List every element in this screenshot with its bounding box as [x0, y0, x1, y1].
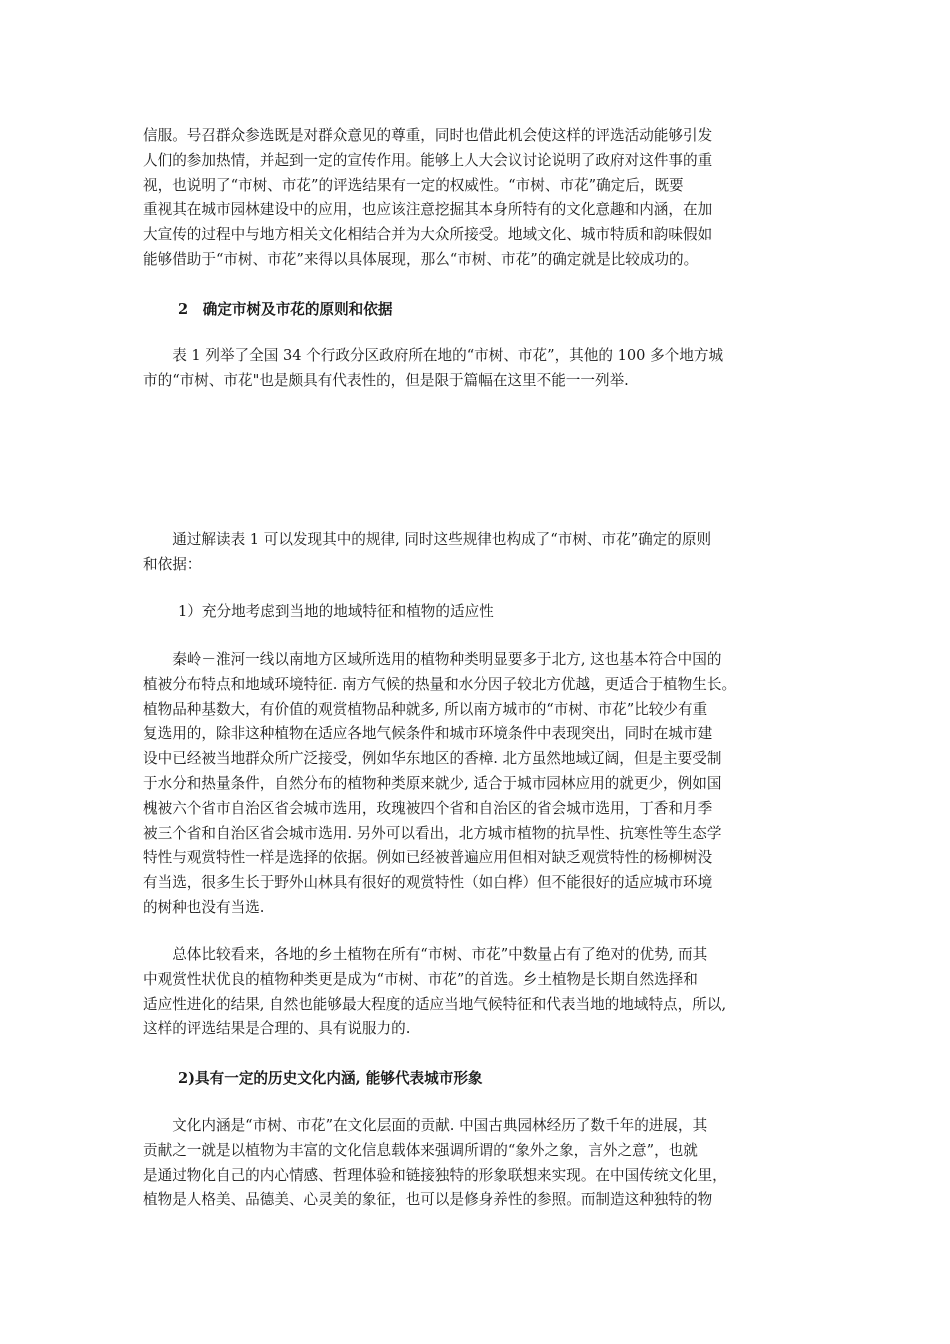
paragraph-cultural-meaning — [143, 1114, 815, 1213]
paragraph-native-plants — [143, 943, 815, 1042]
text-line: 表 1 列举了全国 34 个行政分区政府所在地的“市树、市花”，其他的 100 多个地方城 — [143, 347, 724, 364]
text-line: 重视其在城市园林建设中的应用，也应该注意挖掘其本身所特有的文化意趣和内涵，在加 — [143, 201, 713, 219]
paragraph-regional-adaptation — [143, 648, 815, 921]
text-line: 能够借助于“市树、市花”来得以具体展现，那么“市树、市花”的确定就是比较成功的。 — [143, 250, 699, 268]
subsection-heading-1: 1）充分地考虑到当地的地域特征和植物的适应性 — [178, 603, 494, 620]
text-line: 的树种也没有当选. — [143, 898, 265, 916]
text-line: 这样的评选结果是合理的、具有说服力的. — [143, 1020, 411, 1038]
text-line: 视，也说明了“市树、市花”的评选结果有一定的权威性。“市树、市花”确定后，既要 — [143, 176, 684, 194]
text-line: 设中已经被当地群众所广泛接受，例如华东地区的香樟. 北方虽然地域辽阔，但是主要受制 — [143, 750, 722, 768]
text-line: 秦岭－淮河一线以南地方区域所选用的植物种类明显要多于北方, 这也基本符合中国的 — [143, 651, 722, 668]
subsection-heading-2: 2)具有一定的历史文化内涵, 能够代表城市形象 — [178, 1070, 483, 1087]
text-line: 植物品种基数大，有价值的观赏植物品种就多, 所以南方城市的“市树、市花”比较少有重 — [143, 700, 708, 718]
text-line: 于水分和热量条件，自然分布的植物种类原来就少, 适合于城市园林应用的就更少，例如国 — [143, 774, 722, 792]
text-line: 植被分布特点和地域环境特征. 南方气候的热量和水分因子较北方优越，更适合于植物生长。 — [143, 675, 737, 693]
text-line: 和依据： — [143, 555, 202, 573]
section-heading-2: 2 确定市树及市花的原则和依据 — [178, 301, 393, 318]
paragraph-public-participation — [143, 124, 815, 273]
text-line: 文化内涵是“市树、市花”在文化层面的贡献. 中国古典园林经历了数千年的进展，其 — [143, 1117, 708, 1134]
text-line: 特性与观赏特性一样是选择的依据。例如已经被普遍应用但相对缺乏观赏特性的杨柳树没 — [143, 849, 713, 867]
text-line: 被三个省和自治区省会城市选用. 另外可以看出，北方城市植物的抗旱性、抗寒性等生态学 — [143, 824, 722, 842]
paragraph-table-intro — [143, 344, 815, 394]
text-line: 信服。号召群众参选既是对群众意见的尊重，同时也借此机会使这样的评选活动能够引发 — [143, 127, 713, 144]
text-line: 是通过物化自己的内心情感、哲理体验和链接独特的形象联想来实现。在中国传统文化里， — [143, 1166, 727, 1184]
text-line: 中观赏性状优良的植物种类更是成为“市树、市花”的首选。乡土植物是长期自然选择和 — [143, 970, 698, 988]
paragraph-rules-intro — [143, 528, 815, 578]
text-line: 贡献之一就是以植物为丰富的文化信息载体来强调所谓的“象外之象，言外之意”，也就 — [143, 1141, 698, 1159]
text-line: 总体比较看来，各地的乡土植物在所有“市树、市花”中数量占有了绝对的优势, 而其 — [143, 946, 708, 963]
text-line: 人们的参加热情，并起到一定的宣传作用。能够上人大会议讨论说明了政府对这件事的重 — [143, 151, 713, 169]
text-line: 复选用的，除非这种植物在适应各地气候条件和城市环境条件中表现突出，同时在城市建 — [143, 725, 713, 743]
text-line: 适应性进化的结果, 自然也能够最大程度的适应当地气候特征和代表当地的地域特点，所以, — [143, 995, 727, 1013]
text-line: 市的“市树、市花"也是颇具有代表性的，但是限于篇幅在这里不能一一列举. — [143, 371, 629, 389]
text-line: 有当选，很多生长于野外山林具有很好的观赏特性（如白桦）但不能很好的适应城市环境 — [143, 874, 713, 892]
text-line: 通过解读表 1 可以发现其中的规律, 同时这些规律也构成了“市树、市花”确定的原则 — [143, 531, 712, 548]
text-line: 大宣传的过程中与地方相关文化相结合并为大众所接受。地域文化、城市特质和韵味假如 — [143, 226, 713, 244]
text-line: 植物是人格美、品德美、心灵美的象征，也可以是修身养性的参照。而制造这种独特的物 — [143, 1191, 713, 1209]
text-line: 槐被六个省市自治区省会城市选用，玫瑰被四个省和自治区的省会城市选用，丁香和月季 — [143, 799, 713, 817]
